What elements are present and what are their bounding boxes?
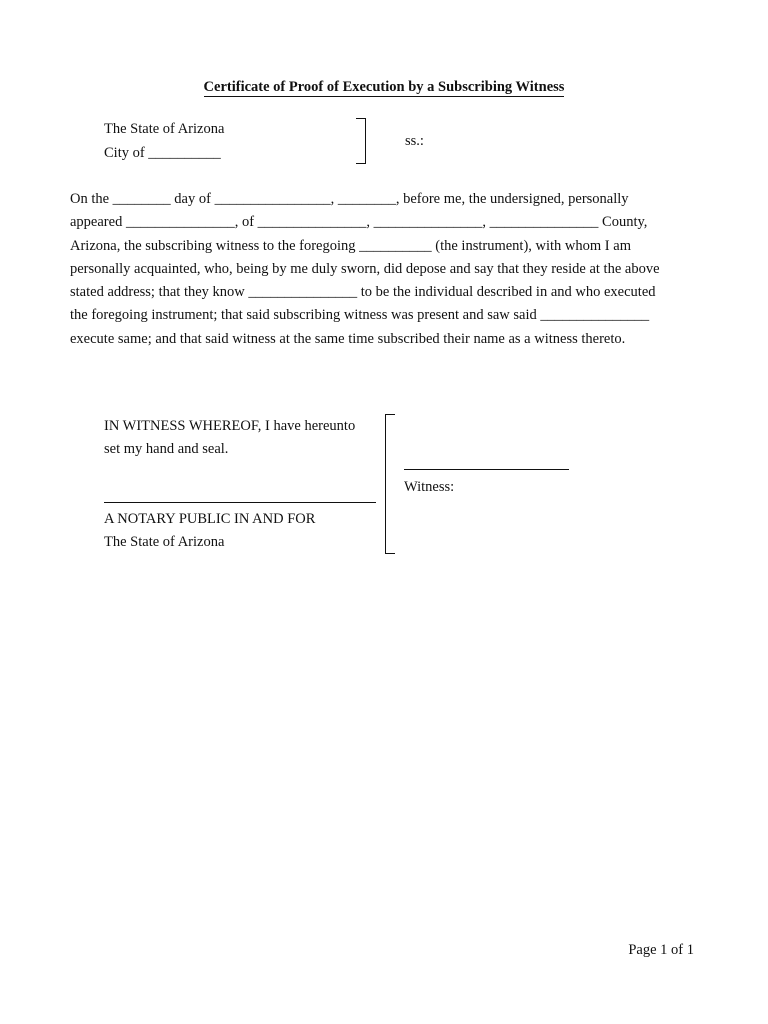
body-line-4: personally acquainted, who, being by me duly sworn, did depose and say that they reside at the above bbox=[70, 260, 660, 277]
witness-label: Witness: bbox=[404, 479, 455, 495]
body-line-1: On the ________ day of ________________, ________, before me, the undersigned, personally bbox=[70, 191, 629, 207]
body-paragraph bbox=[70, 188, 700, 351]
body-line-2: appeared _______________, of _______________, _______________, _______________ County, bbox=[70, 214, 648, 231]
body-line-6: the foregoing instrument; that said subscribing witness was present and saw said _______________ bbox=[70, 307, 650, 324]
signature-bracket bbox=[385, 414, 395, 554]
witness-signature-line[interactable] bbox=[404, 469, 569, 470]
notary-title-line1: A NOTARY PUBLIC IN AND FOR bbox=[104, 511, 316, 527]
venue-city: City of __________ bbox=[104, 145, 221, 161]
witness-whereof-line2: set my hand and seal. bbox=[104, 441, 229, 457]
page-number: Page 1 of 1 bbox=[628, 942, 694, 958]
venue-ss: ss.: bbox=[405, 133, 424, 149]
notary-signature-line[interactable] bbox=[104, 502, 376, 503]
document-title-text: Certificate of Proof of Execution by a Subscribing Witness bbox=[203, 79, 565, 95]
body-line-3: Arizona, the subscribing witness to the foregoing __________ (the instrument), with whom I am bbox=[70, 237, 631, 254]
body-line-5: stated address; that they know _______________ to be the individual described in and who executed bbox=[70, 284, 656, 301]
body-line-7: execute same; and that said witness at the same time subscribed their name as a witness thereto. bbox=[70, 330, 626, 347]
document-title bbox=[0, 79, 768, 96]
venue-bracket bbox=[356, 118, 366, 164]
witness-whereof-line1: IN WITNESS WHEREOF, I have hereunto bbox=[104, 418, 356, 434]
venue-state: The State of Arizona bbox=[104, 121, 225, 137]
notary-title-line2: The State of Arizona bbox=[104, 534, 225, 550]
